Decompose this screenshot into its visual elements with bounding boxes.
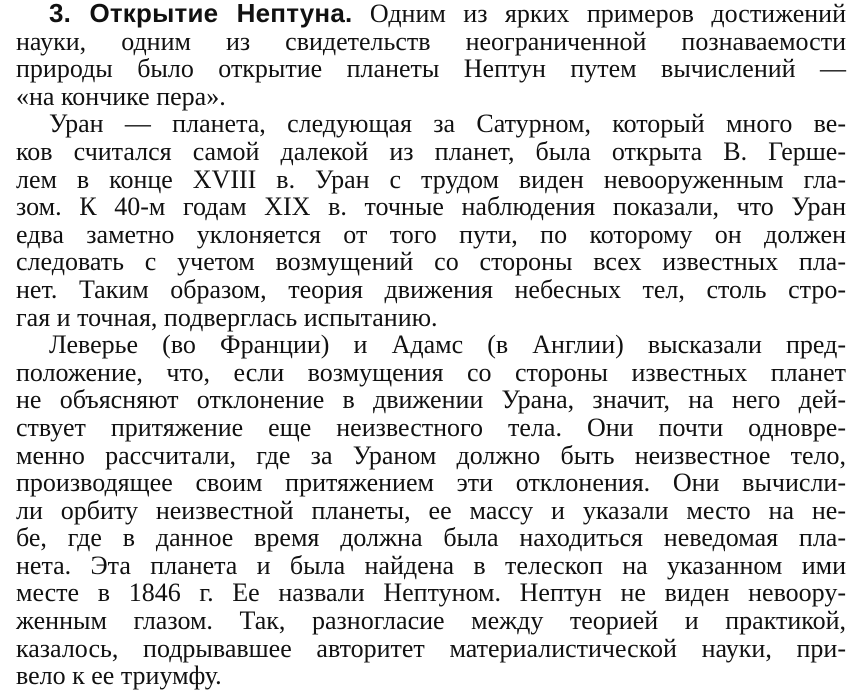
paragraph-1-line: науки, одним из свидетельств неограниченной познаваемости: [16, 26, 846, 56]
paragraph-3-line: не объясняют отклонение в движении Урана, значит, на него дей-: [16, 385, 846, 415]
paragraph-2-line: зом. К 40-м годам XIX в. точные наблюдения показали, что Уран: [16, 192, 846, 222]
heading-line-text: Одним из ярких примеров достижений: [352, 0, 846, 28]
paragraph-3-line: положение, что, если возмущения со стороны известных планет: [16, 357, 846, 387]
paragraph-2-line: ков считался самой далекой из планет, была открыта В. Герше-: [16, 136, 846, 166]
paragraph-2-line: Уран — планета, следующая за Сатурном, который много ве-: [49, 109, 846, 139]
paragraph-2-line: лем в конце XVIII в. Уран с трудом виден невооруженным гла-: [16, 164, 846, 194]
paragraph-3-line: казалось, подрывавшее авторитет материалистической науки, при-: [16, 633, 846, 663]
paragraph-3: [16, 331, 846, 690]
document-page: [16, 0, 846, 690]
paragraph-2-line: следовать с учетом возмущений со стороны всех известных пла-: [16, 247, 846, 277]
paragraph-2: [16, 110, 846, 331]
paragraph-3-line: менно рассчитали, где за Ураном должно быть неизвестное тело,: [16, 440, 846, 470]
section-heading: 3. Открытие Нептуна.: [49, 0, 353, 28]
paragraph-3-line: женным глазом. Так, разногласие между теорией и практикой,: [16, 606, 846, 636]
paragraph-3-line: вело к ее триумфу.: [16, 661, 222, 691]
paragraph-1-line-1: [16, 0, 846, 28]
paragraph-2-line: гая и точная, подверглась испытанию.: [16, 302, 438, 332]
paragraph-3-line: нета. Эта планета и была найдена в телескоп на указанном ими: [16, 550, 846, 580]
paragraph-3-line: производящее своим притяжением эти отклонения. Они вычисли-: [16, 468, 846, 498]
paragraph-3-line: Леверье (во Франции) и Адамс (в Англии) высказали пред-: [49, 330, 846, 360]
paragraph-1-line: природы было открытие планеты Нептун путем вычислений —: [16, 54, 846, 84]
paragraph-3-line: ствует притяжение еще неизвестного тела. Они почти одновре-: [16, 412, 846, 442]
paragraph-2-line: едва заметно уклоняется от того пути, по которому он должен: [16, 219, 846, 249]
paragraph-1: [16, 0, 846, 110]
paragraph-3-line: ли орбиту неизвестной планеты, ее массу и указали место на не-: [16, 495, 846, 525]
paragraph-3-line: месте в 1846 г. Ее назвали Нептуном. Нептун не виден невоору-: [16, 578, 846, 608]
paragraph-2-line: нет. Таким образом, теория движения небесных тел, столь стро-: [16, 274, 846, 304]
paragraph-1-line: «на кончике пера».: [16, 81, 226, 111]
paragraph-3-line: бе, где в данное время должна была находиться неведомая пла-: [16, 523, 846, 553]
